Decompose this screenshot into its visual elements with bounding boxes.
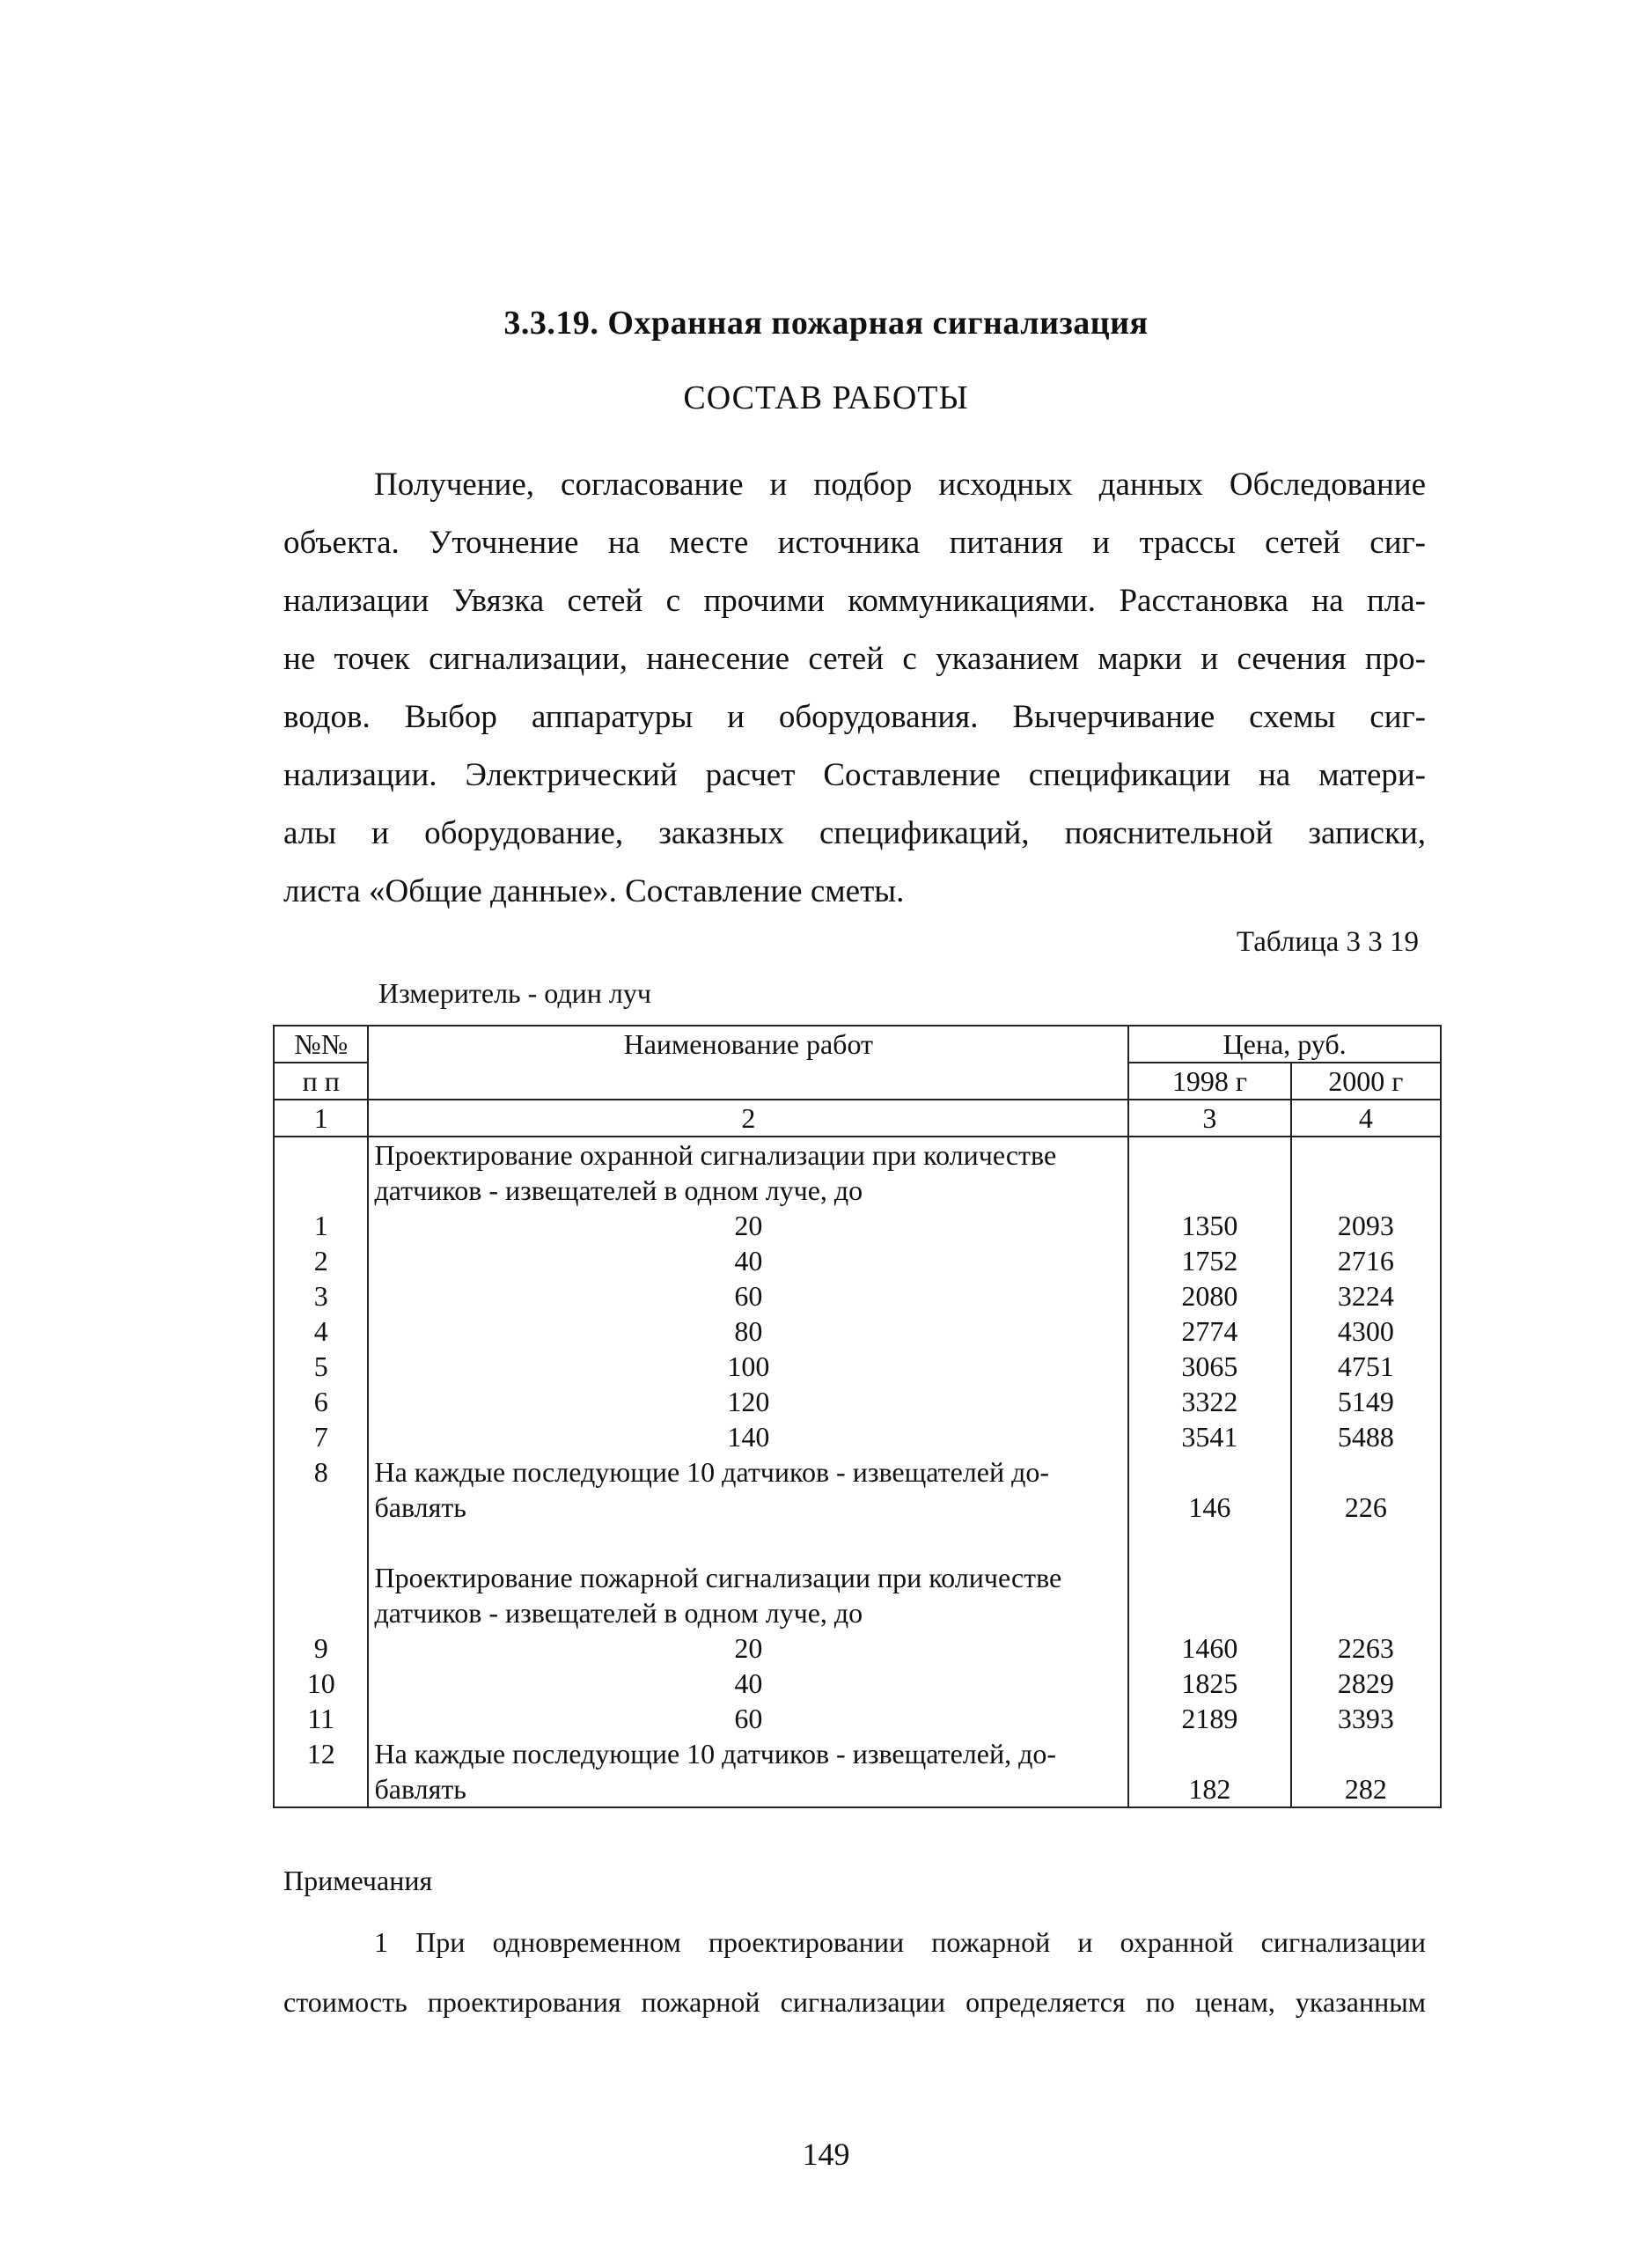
paragraph-line: Получение, согласование и подбор исходных данных Обследование	[374, 467, 1426, 503]
table-row	[274, 1313, 1441, 1349]
price-2000: 5488	[1291, 1419, 1441, 1454]
row-name: 40	[368, 1666, 1128, 1701]
table-row	[274, 1701, 1441, 1736]
price-2000: 2829	[1291, 1666, 1441, 1701]
table-row	[274, 1137, 1441, 1173]
table-row	[274, 1349, 1441, 1384]
paragraph-line: нализации. Электрический расчет Составление спецификации на матери-	[283, 757, 1426, 793]
work-description-paragraph	[283, 456, 1426, 921]
column-number: 4	[1291, 1100, 1441, 1137]
column-number: 3	[1128, 1100, 1291, 1137]
row-number: 9	[274, 1630, 368, 1666]
table-row	[274, 1419, 1441, 1454]
section-title: Проектирование охранной сигнализации при количестве	[368, 1137, 1128, 1173]
note-line: 1 При одновременном проектировании пожарной и охранной сигнализации	[374, 1926, 1426, 1958]
price-1998: 1825	[1128, 1666, 1291, 1701]
price-1998: 2189	[1128, 1701, 1291, 1736]
price-2000: 2263	[1291, 1630, 1441, 1666]
price-table	[273, 1025, 1442, 1808]
table-row	[274, 1666, 1441, 1701]
table-spacer-row	[274, 1525, 1441, 1560]
paragraph-line: алы и оборудование, заказных спецификаций, пояснительной записки,	[283, 815, 1426, 851]
header-year-2000: 2000 г	[1291, 1063, 1441, 1100]
row-name: бавлять	[368, 1490, 1128, 1525]
row-name: 120	[368, 1384, 1128, 1419]
price-1998: 182	[1128, 1771, 1291, 1807]
table-row	[274, 1736, 1441, 1771]
price-2000: 3224	[1291, 1278, 1441, 1313]
price-1998: 1752	[1128, 1243, 1291, 1278]
row-name: 80	[368, 1313, 1128, 1349]
paragraph-line: нализации Увязка сетей с прочими коммуникациями. Расстановка на пла-	[283, 583, 1426, 619]
paragraph-line: не точек сигнализации, нанесение сетей с указанием марки и сечения про-	[283, 641, 1426, 677]
table-column-numbers	[274, 1100, 1441, 1137]
table-row	[274, 1243, 1441, 1278]
row-number: 8	[274, 1454, 368, 1490]
price-2000: 282	[1291, 1771, 1441, 1807]
price-1998: 3065	[1128, 1349, 1291, 1384]
price-1998: 1460	[1128, 1630, 1291, 1666]
section-title: датчиков - извещателей в одном луче, до	[368, 1173, 1128, 1208]
price-1998: 3322	[1128, 1384, 1291, 1419]
row-name: 140	[368, 1419, 1128, 1454]
row-number: 10	[274, 1666, 368, 1701]
price-2000: 2716	[1291, 1243, 1441, 1278]
page-number: 149	[802, 2137, 850, 2172]
paragraph-line: водов. Выбор аппаратуры и оборудования. Вычерчивание схемы сиг-	[283, 699, 1426, 735]
column-number: 2	[368, 1100, 1128, 1137]
section-title: Проектирование пожарной сигнализации при количестве	[368, 1560, 1128, 1595]
row-name: 60	[368, 1278, 1128, 1313]
measure-unit: Измеритель - один луч	[378, 977, 651, 1009]
row-number: 4	[274, 1313, 368, 1349]
table-label: Таблица 3 3 19	[1236, 926, 1419, 958]
price-1998: 2080	[1128, 1278, 1291, 1313]
table-row	[274, 1454, 1441, 1490]
row-name: бавлять	[368, 1771, 1128, 1807]
price-2000: 226	[1291, 1490, 1441, 1525]
row-number: 2	[274, 1243, 368, 1278]
notes-title: Примечания	[283, 1865, 433, 1896]
section-subheading: СОСТАВ РАБОТЫ	[683, 379, 969, 416]
table-header-row	[274, 1026, 1441, 1063]
row-number: 5	[274, 1349, 368, 1384]
row-number: 3	[274, 1278, 368, 1313]
row-name: 60	[368, 1701, 1128, 1736]
row-number: 6	[274, 1384, 368, 1419]
notes-text	[283, 1912, 1426, 2032]
section-title: датчиков - извещателей в одном луче, до	[368, 1595, 1128, 1630]
price-1998: 146	[1128, 1490, 1291, 1525]
row-name: На каждые последующие 10 датчиков - извещателей, до-	[368, 1736, 1128, 1771]
table-row	[274, 1173, 1441, 1208]
paragraph-line: объекта. Уточнение на месте источника питания и трассы сетей сиг-	[283, 525, 1426, 561]
header-num: №№	[274, 1026, 368, 1063]
row-name: 100	[368, 1349, 1128, 1384]
header-name: Наименование работ	[368, 1026, 1128, 1100]
header-num-2: п п	[274, 1063, 368, 1100]
table-row	[274, 1278, 1441, 1313]
row-name: 20	[368, 1208, 1128, 1243]
row-name: 40	[368, 1243, 1128, 1278]
column-number: 1	[274, 1100, 368, 1137]
table-row	[274, 1208, 1441, 1243]
price-1998: 1350	[1128, 1208, 1291, 1243]
note-line: стоимость проектирования пожарной сигнализации определяется по ценам, указанным	[283, 1986, 1426, 2018]
price-2000: 3393	[1291, 1701, 1441, 1736]
table-row	[274, 1384, 1441, 1419]
row-number: 7	[274, 1419, 368, 1454]
table-row	[274, 1560, 1441, 1595]
row-name: На каждые последующие 10 датчиков - извещателей до-	[368, 1454, 1128, 1490]
row-number: 12	[274, 1736, 368, 1771]
row-name: 20	[368, 1630, 1128, 1666]
row-number: 11	[274, 1701, 368, 1736]
price-1998: 3541	[1128, 1419, 1291, 1454]
header-price: Цена, руб.	[1128, 1026, 1441, 1063]
table-row	[274, 1771, 1441, 1807]
price-2000: 2093	[1291, 1208, 1441, 1243]
row-number: 1	[274, 1208, 368, 1243]
price-2000: 5149	[1291, 1384, 1441, 1419]
price-2000: 4300	[1291, 1313, 1441, 1349]
header-year-1998: 1998 г	[1128, 1063, 1291, 1100]
price-2000: 4751	[1291, 1349, 1441, 1384]
table-row	[274, 1595, 1441, 1630]
table-row	[274, 1490, 1441, 1525]
paragraph-line: листа «Общие данные». Составление сметы.	[283, 873, 905, 909]
price-1998: 2774	[1128, 1313, 1291, 1349]
section-heading: 3.3.19. Охранная пожарная сигнализация	[503, 305, 1149, 342]
table-row	[274, 1630, 1441, 1666]
